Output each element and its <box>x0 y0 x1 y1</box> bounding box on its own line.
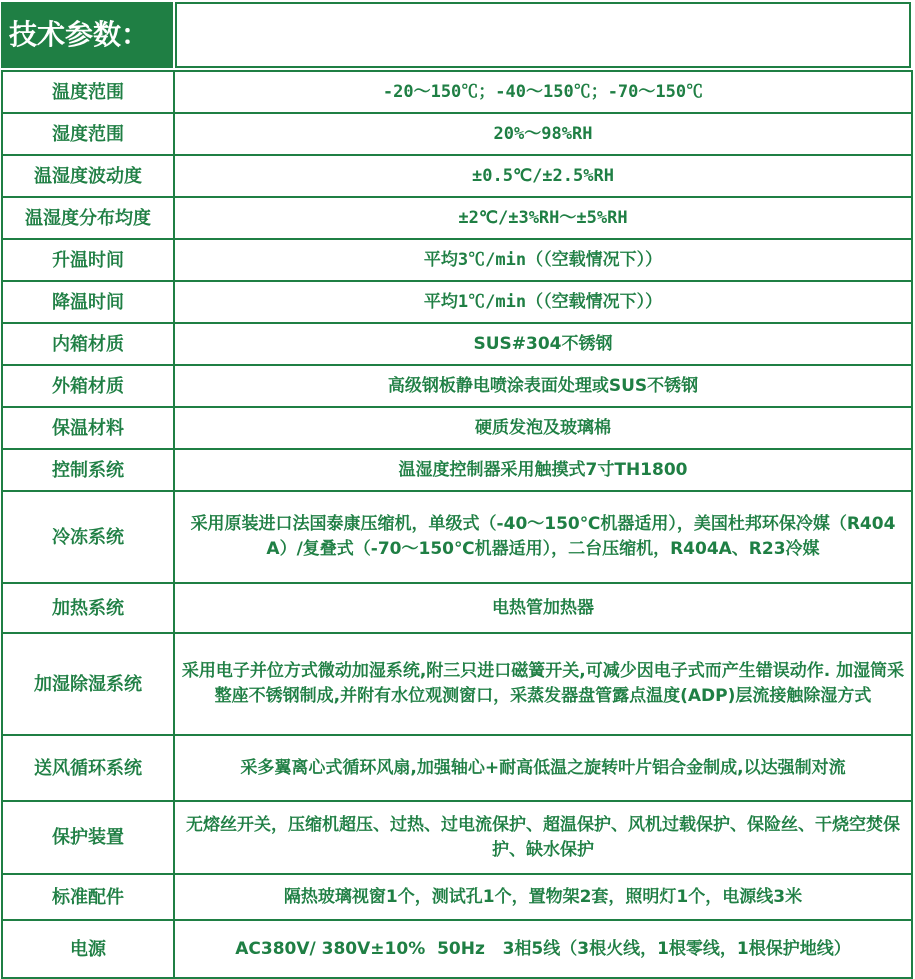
row-label: 送风循环系统 <box>2 735 174 801</box>
table-row <box>2 491 912 583</box>
table-row <box>2 449 912 491</box>
table-row <box>2 281 912 323</box>
table-row <box>2 113 912 155</box>
row-value: 采多翼离心式循环风扇,加强轴心+耐高低温之旋转叶片铝合金制成,以达强制对流 <box>174 735 912 801</box>
row-value: 温湿度控制器采用触摸式7寸TH1800 <box>174 449 912 491</box>
row-label: 电源 <box>2 920 174 978</box>
row-value: 采用原装进口法国泰康压缩机，单级式（-40～150℃机器适用），美国杜邦环保冷媒（R404A）/复叠式（-70～150℃机器适用），二台压缩机，R404A、R23冷媒 <box>174 491 912 583</box>
section-title: 技术参数： <box>1 2 173 68</box>
table-row <box>2 323 912 365</box>
table-row <box>2 407 912 449</box>
header-row <box>0 0 915 70</box>
table-row <box>2 735 912 801</box>
row-value: 硬质发泡及玻璃棉 <box>174 407 912 449</box>
row-label: 加湿除湿系统 <box>2 633 174 735</box>
row-value: 平均1℃/min（（空载情况下）） <box>174 281 912 323</box>
table-row <box>2 874 912 920</box>
row-label: 外箱材质 <box>2 365 174 407</box>
row-label: 升温时间 <box>2 239 174 281</box>
row-value: SUS#304不锈钢 <box>174 323 912 365</box>
table-row <box>2 239 912 281</box>
table-row <box>2 365 912 407</box>
table-row <box>2 583 912 633</box>
row-value: 高级钢板静电喷涂表面处理或SUS不锈钢 <box>174 365 912 407</box>
header-blank-cell <box>175 2 911 68</box>
row-value: 隔热玻璃视窗1个，测试孔1个，置物架2套，照明灯1个，电源线3米 <box>174 874 912 920</box>
row-value: 无熔丝开关，压缩机超压、过热、过电流保护、超温保护、风机过载保护、保险丝、干烧空焚保护、缺水保护 <box>174 801 912 874</box>
row-value: AC380V/ 380V±10% 50Hz 3相5线（3根火线，1根零线，1根保护地线） <box>174 920 912 978</box>
table-row <box>2 633 912 735</box>
row-label: 控制系统 <box>2 449 174 491</box>
row-label: 内箱材质 <box>2 323 174 365</box>
row-value: 电热管加热器 <box>174 583 912 633</box>
row-label: 保温材料 <box>2 407 174 449</box>
row-value: 平均3℃/min（（空载情况下）） <box>174 239 912 281</box>
row-label: 湿度范围 <box>2 113 174 155</box>
row-value: ±0.5℃/±2.5%RH <box>174 155 912 197</box>
table-row <box>2 197 912 239</box>
row-label: 降温时间 <box>2 281 174 323</box>
row-label: 温度范围 <box>2 71 174 113</box>
row-label: 冷冻系统 <box>2 491 174 583</box>
table-row <box>2 155 912 197</box>
row-label: 温湿度波动度 <box>2 155 174 197</box>
row-value: 采用电子并位方式微动加湿系统,附三只进口磁簧开关,可减少因电子式而产生错误动作. 加湿筒采整座不锈钢制成,并附有水位观测窗口，采蒸发器盘管露点温度(ADP)层流接触除湿方式 <box>174 633 912 735</box>
row-value: 20%～98%RH <box>174 113 912 155</box>
row-label: 加热系统 <box>2 583 174 633</box>
row-value: -20～150℃；-40～150℃；-70～150℃ <box>174 71 912 113</box>
table-row <box>2 801 912 874</box>
row-label: 保护装置 <box>2 801 174 874</box>
row-label: 温湿度分布均度 <box>2 197 174 239</box>
table-row <box>2 920 912 978</box>
row-value: ±2℃/±3%RH～±5%RH <box>174 197 912 239</box>
row-label: 标准配件 <box>2 874 174 920</box>
table-row <box>2 71 912 113</box>
spec-table <box>1 70 913 979</box>
